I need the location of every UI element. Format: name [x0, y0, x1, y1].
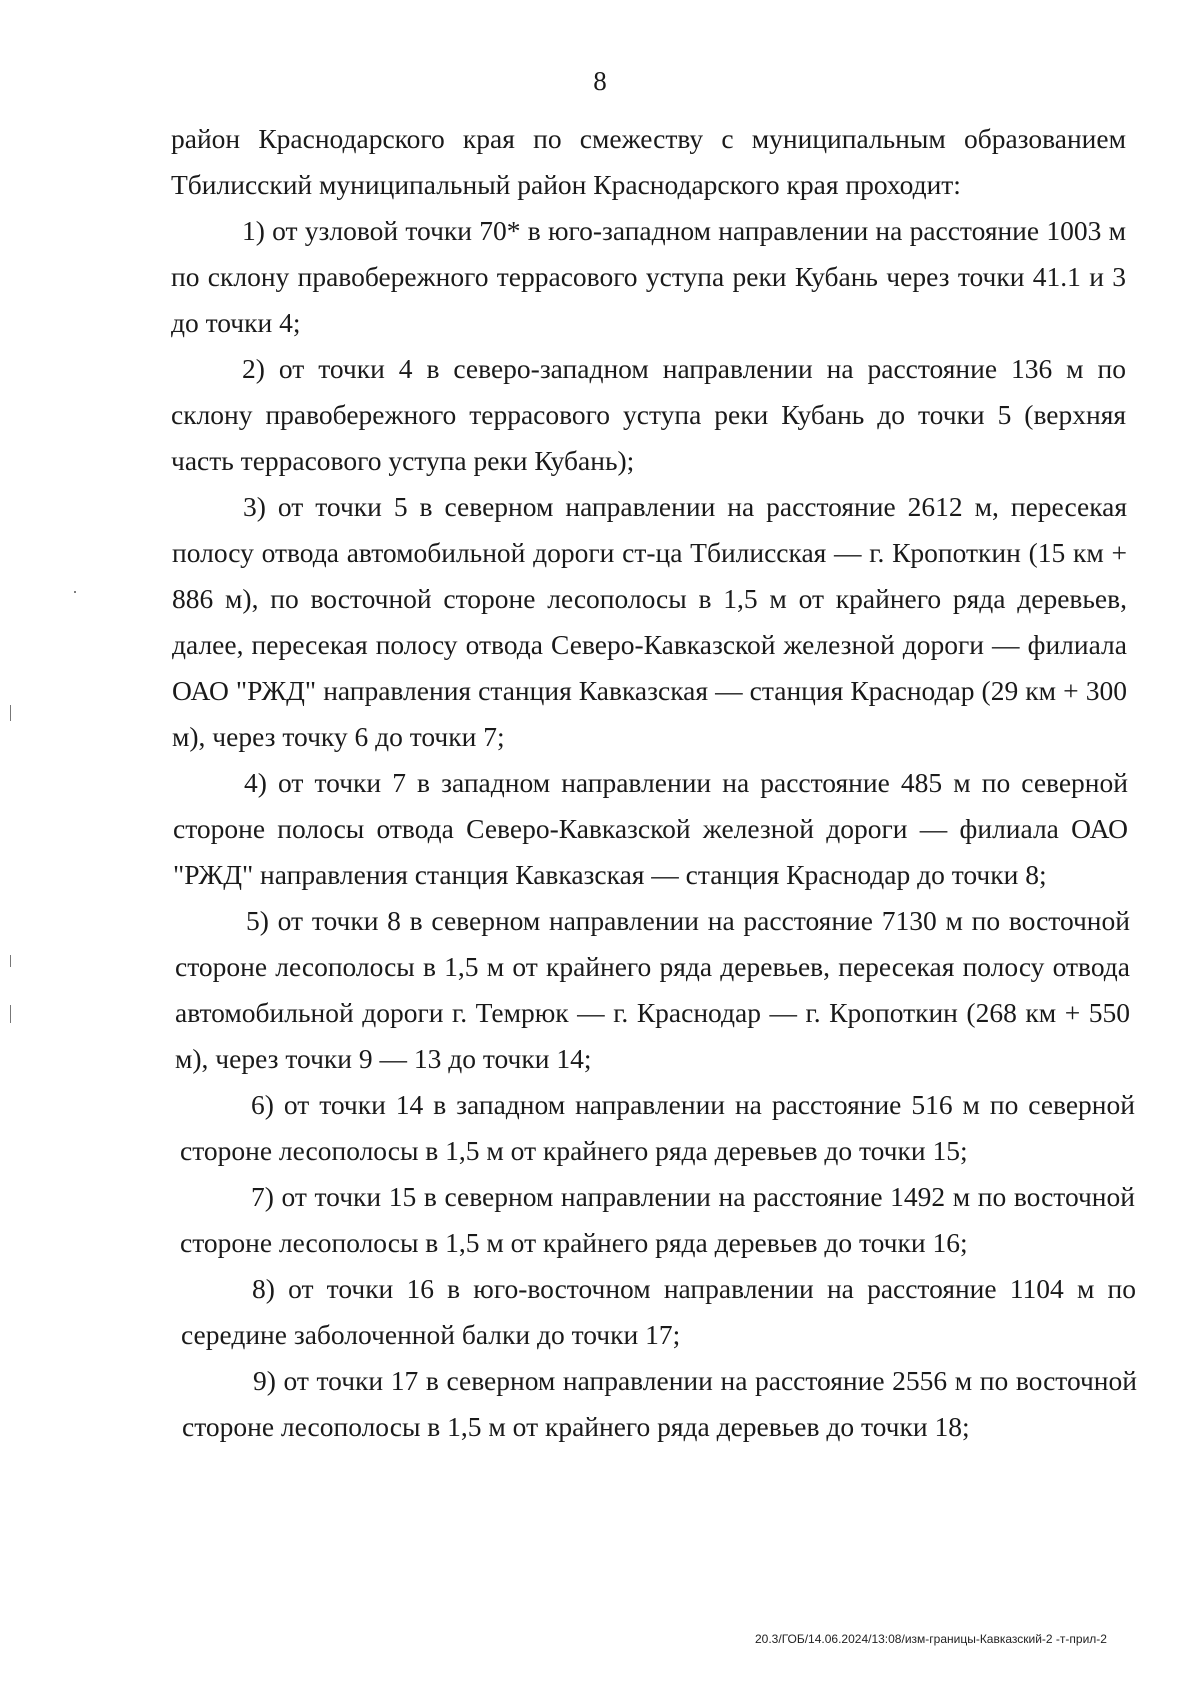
paragraph-item-3: 3) от точки 5 в северном направлении на расстояние 2612 м, пересекая полосу отвода автомобильной дороги ст-ца Тбилисская — г. Кропоткин (15 км + 886 м), по восточной стороне лесополосы в 1,5 м от крайнего ряда деревьев, далее, пересекая полосу отвода Северо-Кавказской железной дороги — филиала ОАО "РЖД" направления станция Кавказская — станция Краснодар (29 км + 300 м), через точку 6 до точки 7; [172, 491, 1127, 752]
scan-dot [74, 591, 76, 593]
scan-mark [10, 705, 11, 721]
paragraph-intro: район Краснодарского края по смежеству с муниципальным образованием Тбилисский муниципальный район Краснодарского края проходит: [171, 123, 1126, 200]
paragraph-item-7: 7) от точки 15 в северном направлении на расстояние 1492 м по восточной стороне лесополосы в 1,5 м от крайнего ряда деревьев до точки 16; [180, 1181, 1135, 1258]
footer-document-code: 20.3/ГОБ/14.06.2024/13:08/изм-границы-Кавказский-2 -т-прил-2 [755, 1632, 1107, 1646]
paragraph-item-9: 9) от точки 17 в северном направлении на расстояние 2556 м по восточной стороне лесополосы в 1,5 м от крайнего ряда деревьев до точки 18; [182, 1365, 1137, 1442]
paragraph-item-8: 8) от точки 16 в юго-восточном направлении на расстояние 1104 м по середине заболоченной балки до точки 17; [181, 1273, 1136, 1350]
paragraph-item-6: 6) от точки 14 в западном направлении на расстояние 516 м по северной стороне лесополосы в 1,5 м от крайнего ряда деревьев до точки 15; [180, 1089, 1135, 1166]
paragraph-item-1: 1) от узловой точки 70* в юго-западном направлении на расстояние 1003 м по склону правобережного террасового уступа реки Кубань через точки 41.1 и 3 до точки 4; [171, 215, 1126, 338]
paragraph-item-4: 4) от точки 7 в западном направлении на расстояние 485 м по северной стороне полосы отвода Северо-Кавказской железной дороги — филиала ОАО "РЖД" направления станция Кавказская — станция Краснодар до точки 8; [173, 767, 1128, 890]
paragraph-item-5: 5) от точки 8 в северном направлении на расстояние 7130 м по восточной стороне лесополосы в 1,5 м от крайнего ряда деревьев, пересекая полосу отвода автомобильной дороги г. Темрюк — г. Краснодар — г. Кропоткин (268 км + 550 м), через точки 9 — 13 до точки 14; [175, 905, 1130, 1074]
paragraph-item-2: 2) от точки 4 в северо-западном направлении на расстояние 136 м по склону правобережного террасового уступа реки Кубань до точки 5 (верхняя часть террасового уступа реки Кубань); [171, 353, 1126, 476]
scan-mark [10, 1005, 11, 1023]
scan-mark [10, 955, 11, 967]
page-number: 8 [593, 66, 607, 96]
